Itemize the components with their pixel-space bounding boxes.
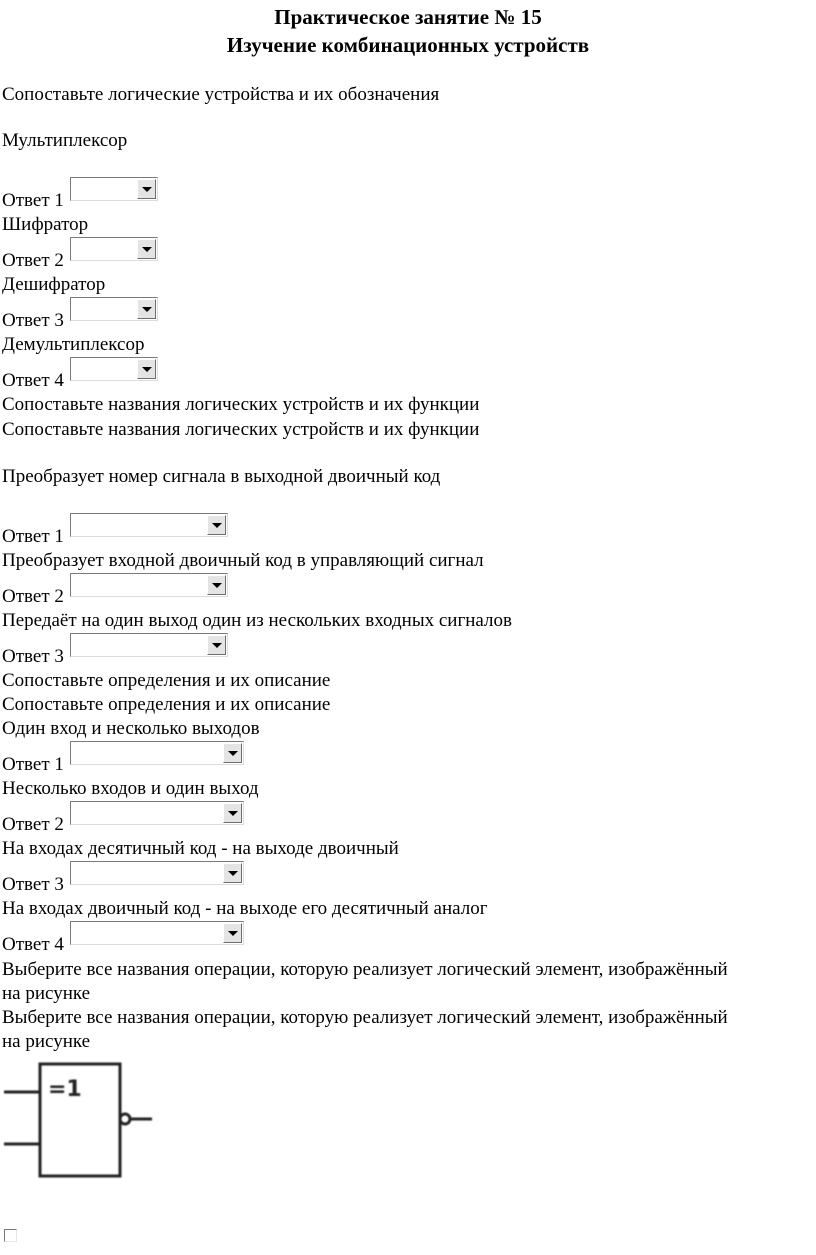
- task1-item-3-text: Дешифратор: [2, 274, 106, 295]
- gate-symbol: =1: [48, 1077, 82, 1102]
- task2-answer-1-label: Ответ 1: [2, 526, 64, 547]
- task3-prompt: Сопоставьте определения и их описание: [2, 670, 331, 691]
- task1-item-4-text: Демультиплексор: [2, 334, 145, 355]
- task2-answer-3-label: Ответ 3: [2, 646, 64, 667]
- task3-answer-2-label: Ответ 2: [2, 814, 64, 835]
- task4-prompt-line1: Выберите все названия операции, которую реализует логический элемент, изображённый: [2, 959, 728, 980]
- task3-item-4-text: На входах двоичный код - на выходе его десятичный аналог: [2, 898, 488, 919]
- task1-prompt: Сопоставьте логические устройства и их обозначения: [2, 84, 440, 105]
- task3-prompt-repeat: Сопоставьте определения и их описание: [2, 694, 331, 715]
- page-title-line2: Изучение комбинационных устройств: [226, 33, 590, 57]
- chevron-down-icon[interactable]: [137, 179, 156, 199]
- chevron-down-icon[interactable]: [207, 575, 226, 595]
- chevron-down-icon[interactable]: [223, 803, 242, 823]
- task2-item-3-text: Передаёт на один выход один из нескольких входных сигналов: [2, 610, 512, 631]
- task1-answer-1-label: Ответ 1: [2, 190, 64, 211]
- task2-answer-3-select[interactable]: [70, 633, 228, 657]
- task3-answer-1-select[interactable]: [70, 741, 244, 765]
- task1-answer-4-select[interactable]: [70, 357, 158, 381]
- task3-answer-1-label: Ответ 1: [2, 754, 64, 775]
- task1-item-1-text: Мультиплексор: [2, 130, 128, 151]
- task1-answer-1-select[interactable]: [70, 177, 158, 201]
- task3-answer-3-label: Ответ 3: [2, 874, 64, 895]
- option-checkbox[interactable]: [4, 1229, 17, 1242]
- task4-prompt-line2: на рисунке: [2, 983, 91, 1004]
- task2-item-2-text: Преобразует входной двоичный код в управляющий сигнал: [2, 550, 484, 571]
- task1-answer-2-label: Ответ 2: [2, 250, 64, 271]
- task1-answer-2-select[interactable]: [70, 237, 158, 261]
- task3-item-2-text: Несколько входов и один выход: [2, 778, 259, 799]
- chevron-down-icon[interactable]: [137, 359, 156, 379]
- chevron-down-icon[interactable]: [137, 239, 156, 259]
- task2-prompt: Сопоставьте названия логических устройств и их функции: [2, 394, 480, 415]
- chevron-down-icon[interactable]: [137, 299, 156, 319]
- task1-item-2-text: Шифратор: [2, 214, 89, 235]
- task3-answer-4-label: Ответ 4: [2, 934, 64, 955]
- task2-prompt-repeat: Сопоставьте названия логических устройств и их функции: [2, 419, 480, 440]
- task1-answer-3-select[interactable]: [70, 297, 158, 321]
- chevron-down-icon[interactable]: [223, 923, 242, 943]
- task3-item-3-text: На входах десятичный код - на выходе двоичный: [2, 838, 399, 859]
- chevron-down-icon[interactable]: [207, 515, 226, 535]
- task2-answer-2-select[interactable]: [70, 573, 228, 597]
- chevron-down-icon[interactable]: [223, 863, 242, 883]
- xnor-gate-figure: [4, 1058, 154, 1180]
- task3-item-1-text: Один вход и несколько выходов: [2, 718, 260, 739]
- task3-answer-2-select[interactable]: [70, 801, 244, 825]
- task2-answer-2-label: Ответ 2: [2, 586, 64, 607]
- task3-answer-4-select[interactable]: [70, 921, 244, 945]
- task1-answer-4-label: Ответ 4: [2, 370, 64, 391]
- task2-answer-1-select[interactable]: [70, 513, 228, 537]
- chevron-down-icon[interactable]: [207, 635, 226, 655]
- page-title-line1: Практическое занятие № 15: [274, 5, 542, 29]
- task1-answer-3-label: Ответ 3: [2, 310, 64, 331]
- task4-prompt-repeat-line1: Выберите все названия операции, которую реализует логический элемент, изображённый: [2, 1007, 728, 1028]
- task3-answer-3-select[interactable]: [70, 861, 244, 885]
- task4-prompt-repeat-line2: на рисунке: [2, 1031, 91, 1052]
- task2-item-1-text: Преобразует номер сигнала в выходной двоичный код: [2, 466, 441, 487]
- chevron-down-icon[interactable]: [223, 743, 242, 763]
